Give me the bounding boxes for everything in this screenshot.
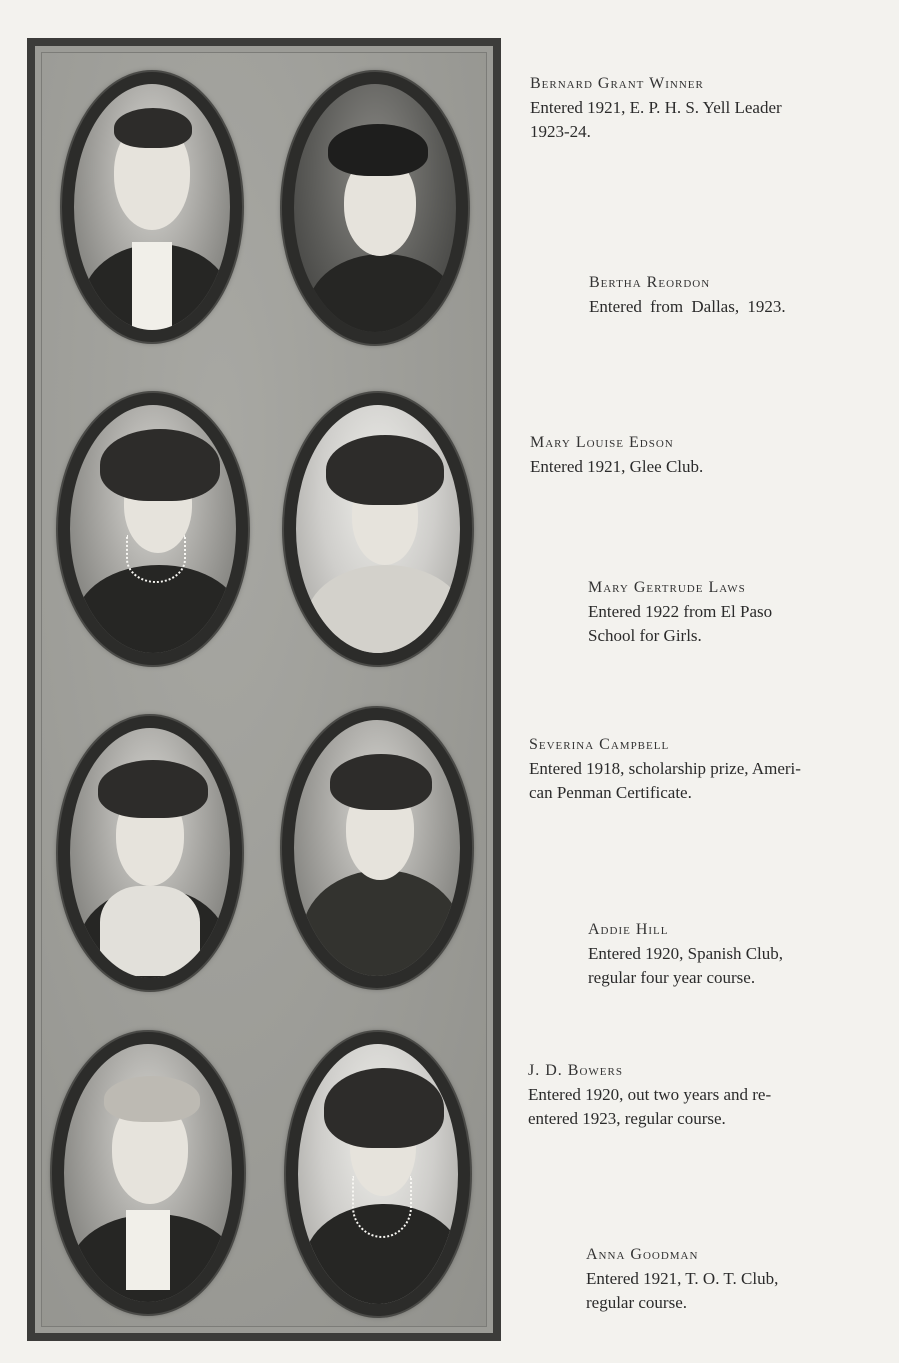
student-description-line: entered 1923, regular course.: [528, 1109, 726, 1128]
student-name: Mary Gertrude Laws: [588, 579, 746, 596]
photo: [294, 720, 460, 976]
portrait-bertha-reordon: [282, 72, 468, 344]
student-name: Bernard Grant Winner: [530, 75, 704, 92]
entry-j-d-bowers: [528, 1059, 878, 1131]
entry-anna-goodman: [586, 1243, 878, 1315]
student-description-line: Entered 1921, T. O. T. Club,: [586, 1269, 779, 1288]
student-description-line: Entered 1920, out two years and re-: [528, 1085, 772, 1104]
entry-mary-gertrude-laws: [588, 576, 879, 648]
portrait-addie-hill: [282, 708, 472, 988]
student-description-line: School for Girls.: [588, 626, 702, 645]
photo: [74, 84, 230, 330]
student-description-line: 1923-24.: [530, 122, 591, 141]
photo: [70, 728, 230, 978]
portrait-bernard-grant-winner: [62, 72, 242, 342]
student-name: Bertha Reordon: [589, 274, 711, 291]
portrait-mary-gertrude-laws: [284, 393, 472, 665]
photo: [298, 1044, 458, 1304]
student-description-line: Entered 1920, Spanish Club,: [588, 944, 784, 963]
portrait-severina-campbell: [58, 716, 242, 990]
entry-addie-hill: [588, 918, 879, 990]
entry-mary-louise-edson: [530, 431, 880, 479]
student-name: Severina Campbell: [529, 736, 670, 753]
student-description-line: Entered 1921, Glee Club.: [530, 457, 704, 476]
portrait-mary-louise-edson: [58, 393, 248, 665]
photo: [296, 405, 460, 653]
entry-bertha-reordon: [589, 271, 879, 319]
portrait-j-d-bowers: [52, 1032, 244, 1314]
student-description-line: regular course.: [586, 1293, 688, 1312]
photo: [70, 405, 236, 653]
student-description-line: Entered from Dallas, 1923.: [589, 297, 786, 316]
entry-bernard-grant-winner: [530, 72, 880, 144]
portrait-anna-goodman: [286, 1032, 470, 1316]
student-name: J. D. Bowers: [528, 1062, 623, 1079]
student-description-line: Entered 1918, scholarship prize, Ameri-: [529, 759, 801, 778]
student-description-line: regular four year course.: [588, 968, 756, 987]
entry-severina-campbell: [529, 733, 879, 805]
photo: [294, 84, 456, 332]
student-name: Mary Louise Edson: [530, 434, 674, 451]
student-description-line: can Penman Certificate.: [529, 783, 692, 802]
photo: [64, 1044, 232, 1302]
student-name: Anna Goodman: [586, 1246, 699, 1263]
student-description-line: Entered 1921, E. P. H. S. Yell Leader: [530, 98, 782, 117]
student-description-line: Entered 1922 from El Paso: [588, 602, 773, 621]
student-name: Addie Hill: [588, 921, 669, 938]
